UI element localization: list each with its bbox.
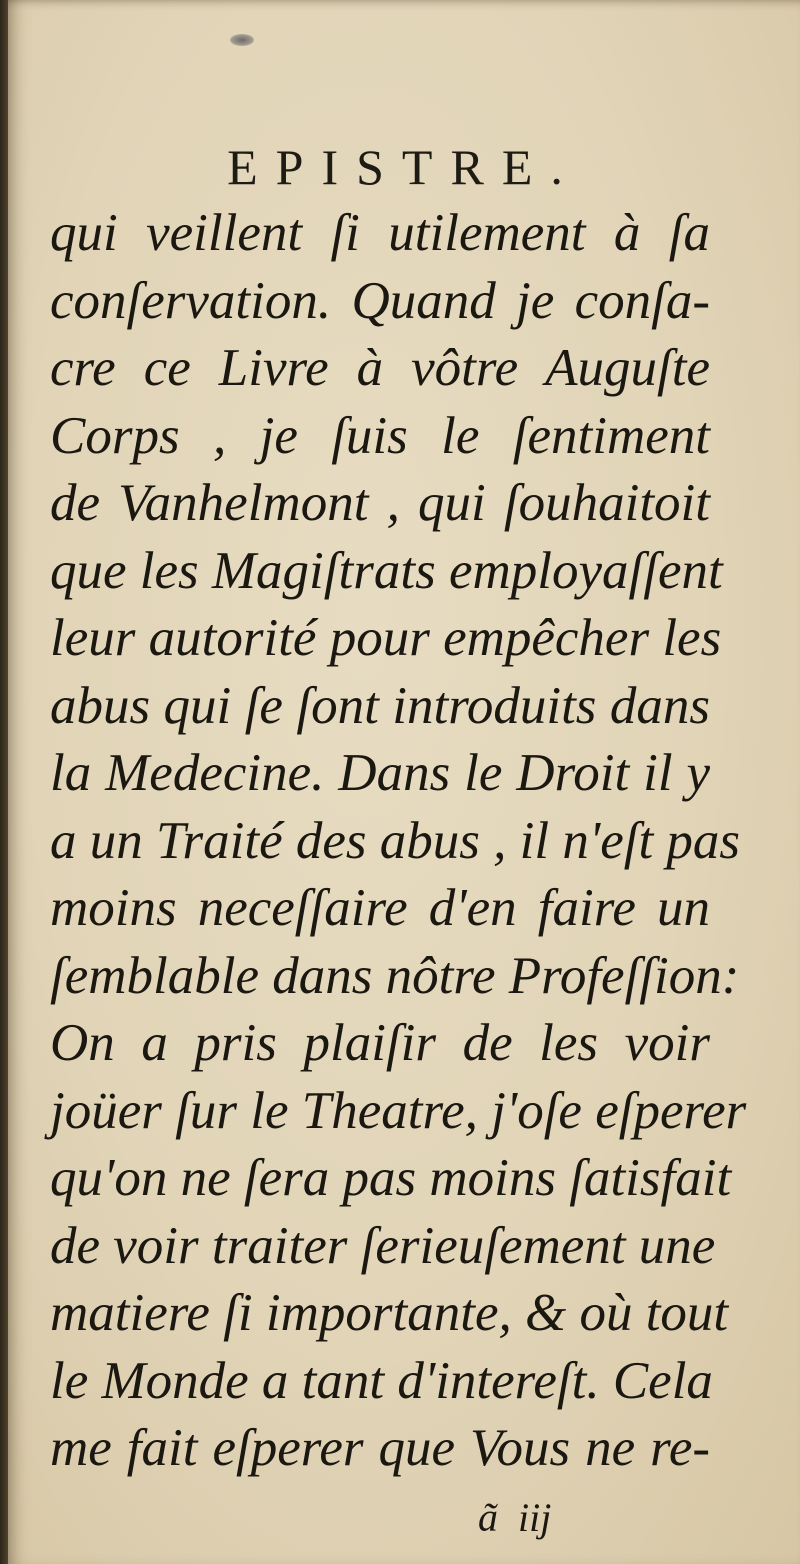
text-line: cre ce Livre à vôtre Auguſte: [50, 339, 710, 397]
text-line: conſervation. Quand je conſa-: [50, 271, 710, 330]
text-line: le Monde a tant d'intereſt. Cela: [50, 1351, 713, 1410]
signature-mark: ã iij: [478, 1495, 552, 1540]
book-page: [8, 0, 800, 1564]
text-line: abus qui ſe ſont introduits dans: [50, 676, 710, 735]
text-line: de Vanhelmont , qui ſouhaitoit: [50, 474, 710, 532]
text-line: matiere ſi importante, & où tout: [50, 1284, 729, 1342]
text-line: de voir traiter ſerieuſement une: [50, 1216, 716, 1275]
text-line: a un Traité des abus , il n'eſt pas: [50, 811, 741, 870]
body-text: [50, 200, 747, 1483]
text-line: Corps , je ſuis le ſentiment: [50, 406, 710, 465]
text-line: qu'on ne ſera pas moins ſatisfait: [50, 1149, 732, 1207]
text-line: la Medecine. Dans le Droit il y: [50, 744, 710, 802]
text-line: que les Magiſtrats employaſſent: [50, 541, 723, 600]
ink-smudge: [230, 34, 254, 46]
running-head: EPISTRE.: [227, 139, 581, 195]
text-line: joüer ſur le Theatre, j'oſe eſperer: [50, 1081, 747, 1140]
text-line: me fait eſperer que Vous ne re-: [50, 1419, 710, 1477]
text-line: moins neceſſaire d'en faire un: [50, 879, 710, 937]
text-line: ſemblable dans nôtre Profeſſion:: [50, 946, 740, 1005]
text-line: qui veillent ſi utilement à ſa: [50, 204, 710, 262]
text-line: leur autorité pour empêcher les: [50, 609, 722, 667]
text-line: On a pris plaiſir de les voir: [50, 1014, 710, 1072]
